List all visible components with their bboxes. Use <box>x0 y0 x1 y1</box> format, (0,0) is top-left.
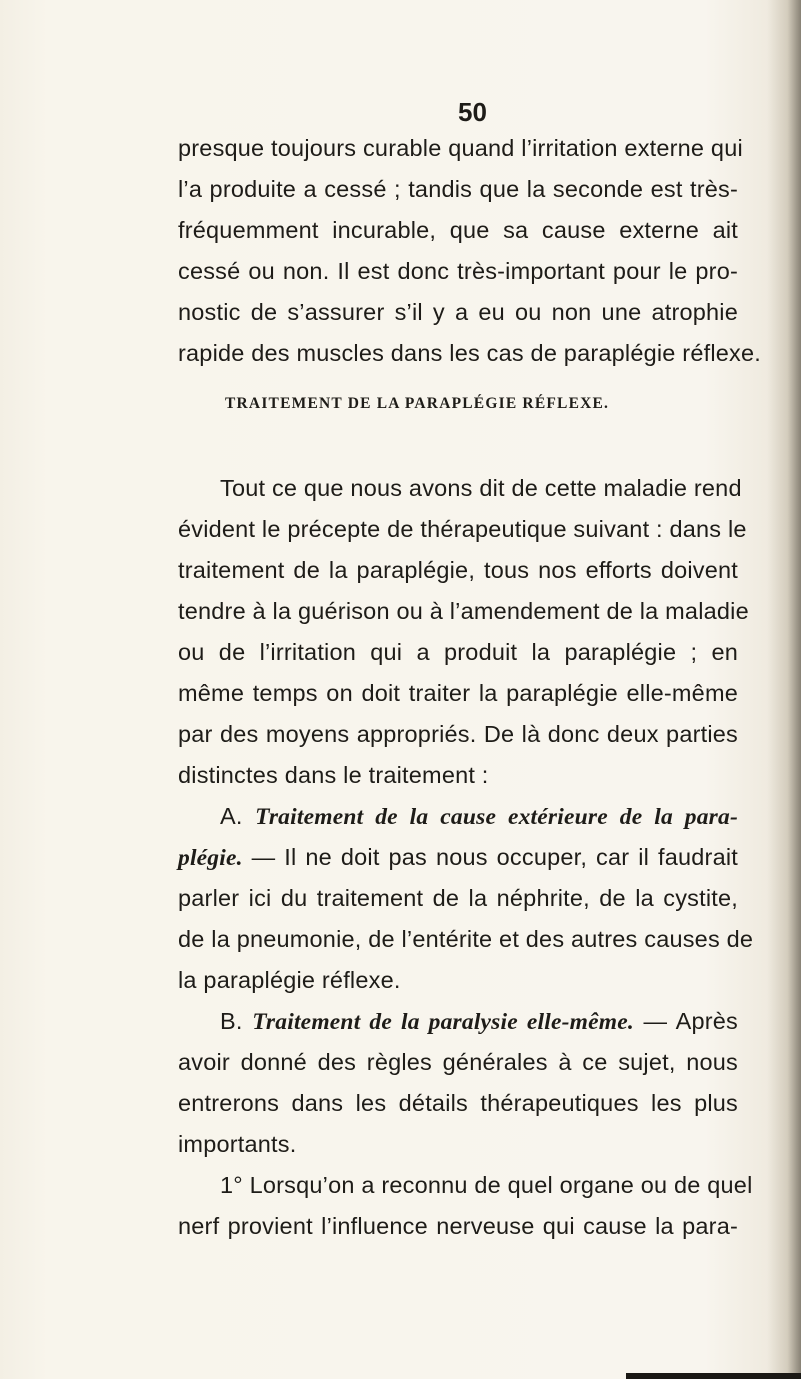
text-line: nostic de s’assurer s’il y a eu ou non une atrophie <box>178 299 738 325</box>
item-b-letter: B. <box>220 1008 243 1034</box>
item-a-title-end: plégie. <box>178 845 243 871</box>
item-b-title: Traitement de la paralysie elle-même. <box>252 1009 634 1035</box>
text-line: évident le précepte de thérapeutique suivant : dans le <box>178 516 747 542</box>
text-line: fréquemment incurable, que sa cause externe ait <box>178 217 738 243</box>
item-a-title: Traitement de la cause extérieure de la para- <box>255 804 738 830</box>
text-line: rapide des muscles dans les cas de paraplégie réflexe. <box>178 340 761 366</box>
item-b-title-line <box>178 1001 738 1042</box>
text-line: importants. <box>178 1131 297 1157</box>
text-line: parler ici du traitement de la néphrite, de la cystite, <box>178 885 738 911</box>
item-a-second-line <box>178 837 738 878</box>
text-line: entrerons dans les détails thérapeutiques les plus <box>178 1090 738 1116</box>
text-line: ou de l’irritation qui a produit la paraplégie ; en <box>178 639 738 665</box>
text-line: l’a produite a cessé ; tandis que la seconde est très- <box>178 176 738 202</box>
text-line: de la pneumonie, de l’entérite et des autres causes de <box>178 926 754 952</box>
item-a-text: — Il ne doit pas nous occuper, car il faudrait <box>242 844 738 870</box>
text-line: avoir donné des règles générales à ce sujet, nous <box>178 1049 738 1075</box>
page-edge-shadow <box>767 0 801 1379</box>
text-line: presque toujours curable quand l’irritation externe qui <box>178 135 743 161</box>
text-line: tendre à la guérison ou à l’amendement de la maladie <box>178 598 749 624</box>
text-line: nerf provient l’influence nerveuse qui cause la para- <box>178 1213 738 1239</box>
text-line: Tout ce que nous avons dit de cette maladie rend <box>220 475 742 501</box>
text-line: cessé ou non. Il est donc très-important pour le pro- <box>178 258 738 284</box>
text-line: 1° Lorsqu’on a reconnu de quel organe ou de quel <box>220 1172 753 1198</box>
text-line: distinctes dans le traitement : <box>178 762 489 788</box>
text-line: la paraplégie réflexe. <box>178 967 401 993</box>
section-heading: TRAITEMENT DE LA PARAPLÉGIE RÉFLEXE. <box>225 395 610 412</box>
text-line: traitement de la paraplégie, tous nos efforts doivent <box>178 557 738 583</box>
paragraph-1 <box>178 128 761 374</box>
item-b-text: — Après <box>633 1008 738 1034</box>
page-bottom-edge <box>626 1373 801 1379</box>
text-line: par des moyens appropriés. De là donc deux parties <box>178 721 738 747</box>
body-text <box>178 468 754 1247</box>
page-number: 50 <box>458 97 487 127</box>
text-line: même temps on doit traiter la paraplégie elle-même <box>178 680 738 706</box>
item-a-title-line <box>178 796 738 837</box>
item-a-letter: A. <box>220 803 243 829</box>
